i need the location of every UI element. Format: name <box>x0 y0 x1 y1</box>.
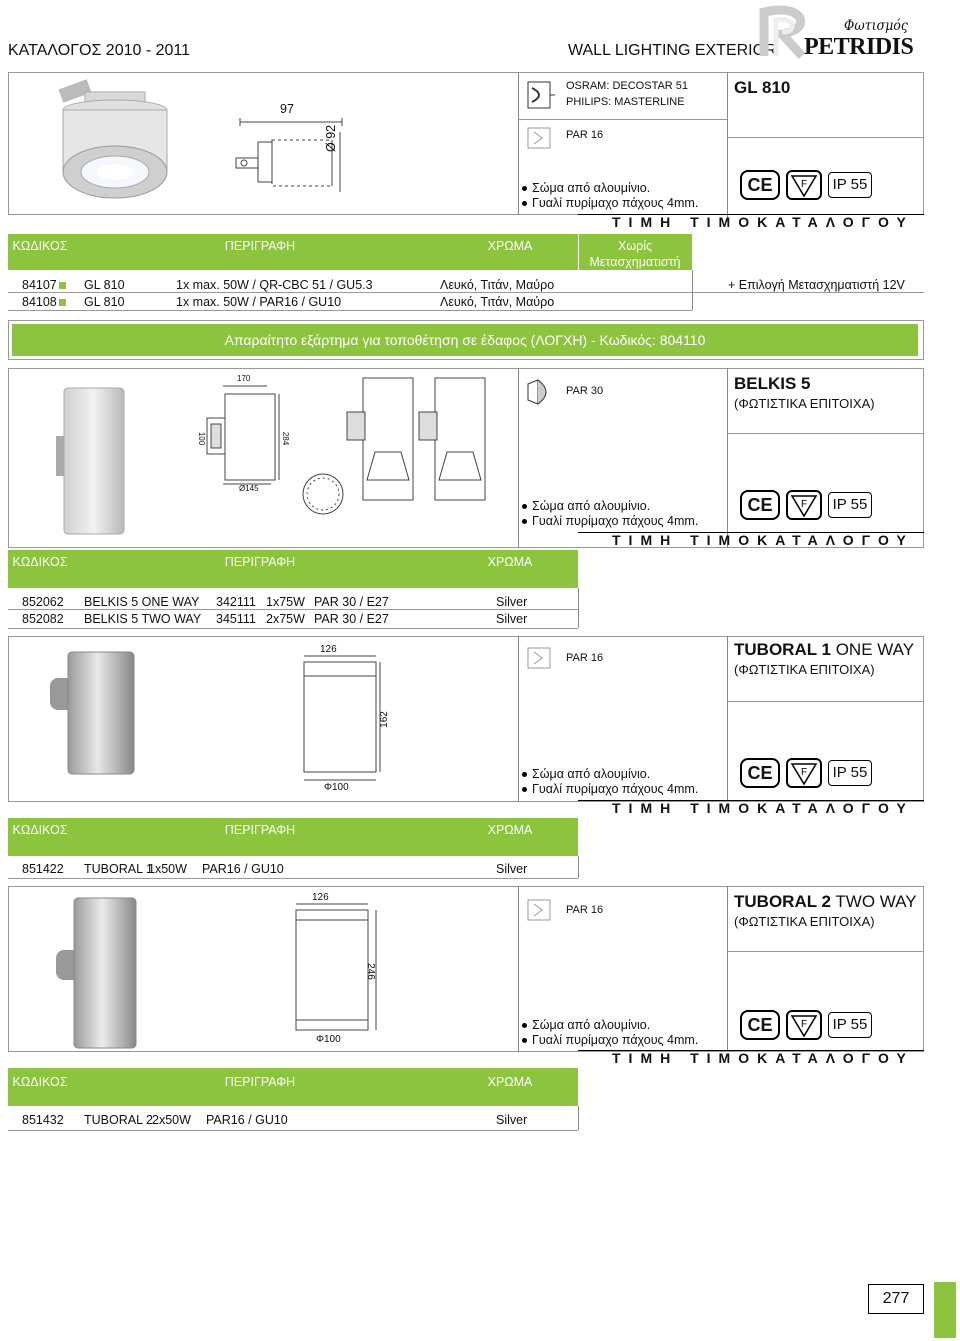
tuboral2-photo <box>48 892 138 1052</box>
f-mark-icon <box>786 170 822 200</box>
col-desc: ΠΕΡΙΓΡΑΦΗ <box>224 555 296 569</box>
feature-glass: Γυαλί πυρίμαχο πάχους 4mm. <box>522 781 698 797</box>
dim-diameter: Ø145 <box>239 484 259 493</box>
catalog-title: ΚΑΤΑΛΟΓΟΣ 2010 - 2011 <box>8 42 191 59</box>
brand-name: PETRIDIS <box>804 34 914 60</box>
row-code: 852062 <box>22 595 64 609</box>
ip-rating: IP 55 <box>828 492 872 518</box>
col-color: ΧΡΩΜΑ <box>487 555 533 569</box>
par30-lamp-icon <box>524 376 556 408</box>
ce-mark-icon: CE <box>740 170 780 200</box>
row-ref: 345111 <box>216 612 256 626</box>
svg-text:F: F <box>801 1019 808 1030</box>
col-desc: ΠΕΡΙΓΡΑΦΗ <box>224 823 296 837</box>
page-number: 277 <box>868 1284 924 1314</box>
row-color: Silver <box>496 1113 528 1127</box>
row-ref: 342111 <box>216 595 256 609</box>
table-row: 84108 <box>22 295 66 309</box>
dim-height: 162 <box>378 711 390 728</box>
f-mark-icon <box>786 490 822 520</box>
belkis-drawing <box>195 372 505 522</box>
table-row: 84107 <box>22 278 66 292</box>
row-desc: 1x max. 50W / QR-CBC 51 / GU5.3 <box>176 278 373 292</box>
row-watt: 1x50W <box>148 862 187 876</box>
row-code: 851422 <box>22 862 64 876</box>
section-title: WALL LIGHTING EXTERIOR <box>568 42 777 59</box>
row-color: Λευκό, Τιτάν, Μαύρο <box>440 295 555 309</box>
dim-height: 246 <box>364 963 376 980</box>
svg-text:F: F <box>801 179 808 190</box>
brand-script: Φωτισμός <box>844 18 908 34</box>
product-subtitle: (ΦΩΤΙΣΤΙΚΑ ΕΠΙΤΟΙΧΑ) <box>734 396 875 411</box>
row-lamp: PAR16 / GU10 <box>202 862 284 876</box>
feature-glass: Γυαλί πυρίμαχο πάχους 4mm. <box>522 513 698 529</box>
row-watt: 2x50W <box>152 1113 191 1127</box>
ce-mark-icon: CE <box>740 758 780 788</box>
lamp-osram: OSRAM: DECOSTAR 51 <box>566 80 689 92</box>
row-name: BELKIS 5 TWO WAY <box>84 612 202 626</box>
lamp-par16: PAR 16 <box>566 129 604 141</box>
gl810-drawing <box>232 92 352 208</box>
row-name: GL 810 <box>84 278 125 292</box>
dim-width: 126 <box>312 892 329 903</box>
f-mark-icon <box>786 758 822 788</box>
accessory-note: Απαραίτητο εξάρτημα για τοποθέτηση σε έδαφος (ΛΟΓΧΗ) - Κωδικός: 804110 <box>12 324 918 356</box>
col-code: ΚΩΔΙΚΟΣ <box>12 239 68 253</box>
dim-92: Ø 92 <box>324 124 338 152</box>
f-mark-icon <box>786 1010 822 1040</box>
dim-diameter: Φ100 <box>316 1034 341 1045</box>
row-name: GL 810 <box>84 295 125 309</box>
row-color: Silver <box>496 612 528 626</box>
feature-body: Σώμα από αλουμίνιο. <box>522 1017 650 1033</box>
feature-body: Σώμα από αλουμίνιο. <box>522 766 650 782</box>
row-lamp: PAR 30 / E27 <box>314 595 389 609</box>
par-lamp-icon <box>524 644 556 672</box>
col-color: ΧΡΩΜΑ <box>487 1075 533 1089</box>
belkis-photo <box>50 380 130 540</box>
product-title: GL 810 <box>734 78 791 97</box>
row-watt: 2x75W <box>266 612 305 626</box>
row-name: TUBORAL 2 <box>84 1113 154 1127</box>
gl810-photo <box>40 78 190 208</box>
product-title: TUBORAL 2 TWO WAY <box>734 892 917 911</box>
col-desc: ΠΕΡΙΓΡΑΦΗ <box>224 239 296 253</box>
svg-text:F: F <box>801 499 808 510</box>
row-desc: 1x max. 50W / PAR16 / GU10 <box>176 295 342 309</box>
feature-glass: Γυαλί πυρίμαχο πάχους 4mm. <box>522 195 698 211</box>
product-title: BELKIS 5 <box>734 374 811 393</box>
col-code: ΚΩΔΙΚΟΣ <box>12 555 68 569</box>
ce-mark-icon: CE <box>740 1010 780 1040</box>
product-subtitle: (ΦΩΤΙΣΤΙΚΑ ΕΠΙΤΟΙΧΑ) <box>734 662 875 677</box>
row-color: Silver <box>496 862 528 876</box>
ip-rating: IP 55 <box>828 172 872 198</box>
page-tab <box>934 1282 956 1338</box>
dim-height-2: 284 <box>281 431 291 446</box>
row-color: Silver <box>496 595 528 609</box>
row-name: TUBORAL 1 <box>84 862 154 876</box>
product-title: TUBORAL 1 ONE WAY <box>734 640 915 659</box>
row-lamp: PAR 30 / E27 <box>314 612 389 626</box>
col-no-transformer-2: Μετασχηματιστή <box>589 255 681 269</box>
brand-logo <box>752 4 912 62</box>
row-code: 851432 <box>22 1113 64 1127</box>
lamp-philips: PHILIPS: MASTERLINE <box>566 96 685 108</box>
dim-diameter: Φ100 <box>324 782 349 793</box>
par-lamp-icon <box>524 896 556 924</box>
row-name: BELKIS 5 ONE WAY <box>84 595 200 609</box>
col-color: ΧΡΩΜΑ <box>487 239 533 253</box>
ip-rating: IP 55 <box>828 1012 872 1038</box>
price-header: ΤΙΜΗ ΤΙΜΟΚΑΤΑΛΟΓΟΥ <box>612 800 914 816</box>
col-no-transformer: Χωρίς <box>617 239 652 253</box>
tuboral2-drawing <box>282 890 402 1050</box>
lamp-par30: PAR 30 <box>566 385 604 397</box>
dichroic-lamp-icon <box>524 78 556 112</box>
lamp-par16: PAR 16 <box>566 904 604 916</box>
feature-body: Σώμα από αλουμίνιο. <box>522 498 650 514</box>
price-header: ΤΙΜΗ ΤΙΜΟΚΑΤΑΛΟΓΟΥ <box>612 214 914 230</box>
row-watt: 1x75W <box>266 595 305 609</box>
ip-rating: IP 55 <box>828 760 872 786</box>
row-code: 852082 <box>22 612 64 626</box>
dim-97: 97 <box>280 102 294 116</box>
price-header: ΤΙΜΗ ΤΙΜΟΚΑΤΑΛΟΓΟΥ <box>612 1050 914 1066</box>
lamp-par16: PAR 16 <box>566 652 604 664</box>
row-color: Λευκό, Τιτάν, Μαύρο <box>440 278 555 292</box>
feature-glass: Γυαλί πυρίμαχο πάχους 4mm. <box>522 1032 698 1048</box>
col-code: ΚΩΔΙΚΟΣ <box>12 823 68 837</box>
feature-body: Σώμα από αλουμίνιο. <box>522 180 650 196</box>
row-lamp: PAR16 / GU10 <box>206 1113 288 1127</box>
par-lamp-icon <box>524 124 556 152</box>
transformer-option: + Επιλογή Μετασχηματιστή 12V <box>728 278 905 292</box>
col-desc: ΠΕΡΙΓΡΑΦΗ <box>224 1075 296 1089</box>
svg-text:F: F <box>801 767 808 778</box>
ce-mark-icon: CE <box>740 490 780 520</box>
tuboral1-photo <box>48 648 138 778</box>
col-code: ΚΩΔΙΚΟΣ <box>12 1075 68 1089</box>
price-header: ΤΙΜΗ ΤΙΜΟΚΑΤΑΛΟΓΟΥ <box>612 532 914 548</box>
col-color: ΧΡΩΜΑ <box>487 823 533 837</box>
dim-width: 170 <box>237 374 251 383</box>
dim-width: 126 <box>320 644 337 655</box>
dim-height-1: 100 <box>197 431 207 446</box>
product-subtitle: (ΦΩΤΙΣΤΙΚΑ ΕΠΙΤΟΙΧΑ) <box>734 914 875 929</box>
tuboral1-drawing <box>290 642 410 798</box>
